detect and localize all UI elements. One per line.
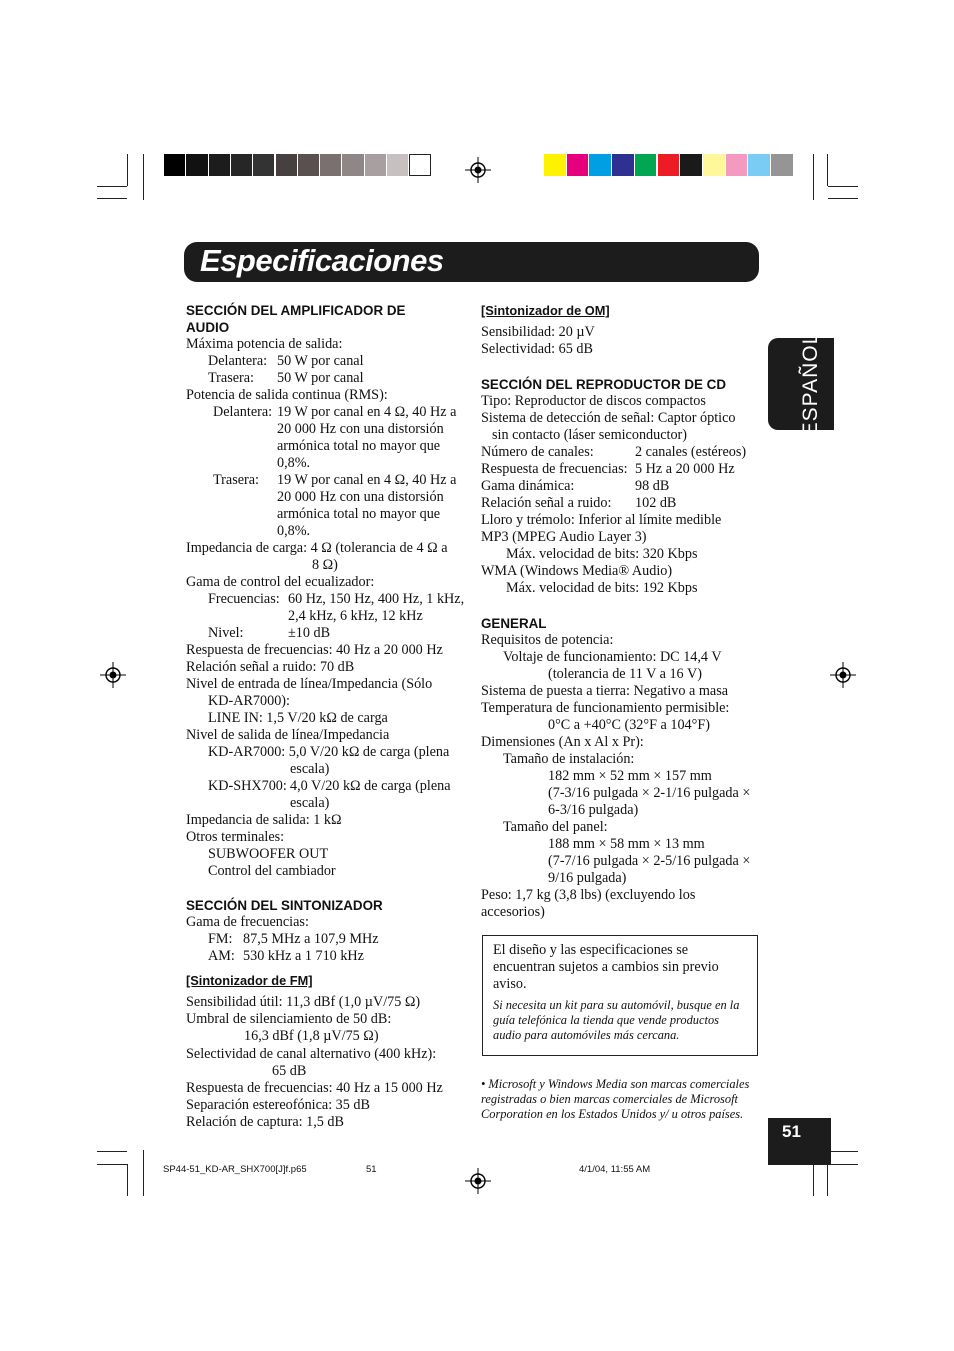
spec-text: Relación de captura: 1,5 dB xyxy=(186,1114,344,1130)
spec-text: Selectividad: 65 dB xyxy=(481,341,593,357)
spec-value: 4,0 V/20 kΩ de carga (plena xyxy=(290,778,451,794)
spec-text: armónica total no mayor que xyxy=(277,438,441,454)
spec-text: KD-AR7000: 5,0 V/20 kΩ de carga (plena xyxy=(208,744,450,760)
spec-text: Gama de frecuencias: xyxy=(186,914,309,930)
spec-text: (7-7/16 pulgada × 2-5/16 pulgada × xyxy=(548,853,751,869)
spec-text: KD-SHX700: xyxy=(208,778,287,794)
spec-value: 50 W por canal xyxy=(277,353,364,369)
footer-date: 4/1/04, 11:55 AM xyxy=(579,1164,651,1175)
footer-page: 51 xyxy=(366,1164,377,1175)
spec-line xyxy=(186,914,471,931)
spec-line xyxy=(186,1063,471,1080)
spec-line xyxy=(481,632,766,649)
registration-mark-icon xyxy=(830,662,856,688)
section-heading: SECCIÓN DEL SINTONIZADOR xyxy=(186,898,383,913)
spec-value: ±10 dB xyxy=(288,625,331,641)
spec-value: 2 canales (estéreos) xyxy=(635,444,747,460)
color-swatch xyxy=(748,154,770,176)
notice-box xyxy=(482,935,758,1056)
spec-text: Trasera: xyxy=(208,370,254,386)
color-swatch xyxy=(320,154,341,176)
spec-text: Otros terminales: xyxy=(186,829,285,845)
spec-line xyxy=(481,904,766,921)
spec-text: Máx. velocidad de bits: 192 Kbps xyxy=(506,580,698,596)
spec-line xyxy=(186,931,471,948)
spec-line xyxy=(481,495,766,512)
spec-line xyxy=(186,727,471,744)
spec-line xyxy=(186,1011,471,1028)
spec-line xyxy=(481,836,766,853)
spec-line xyxy=(481,427,766,444)
spec-line xyxy=(186,863,471,880)
crop-mark xyxy=(828,1151,858,1152)
section-heading: SECCIÓN DEL REPRODUCTOR DE CD xyxy=(481,377,727,392)
spec-line xyxy=(481,649,766,666)
color-swatch xyxy=(703,154,725,176)
spec-line xyxy=(481,700,766,717)
color-swatch xyxy=(253,154,274,176)
spec-text: 20 000 Hz con una distorsión xyxy=(277,489,444,505)
spec-text: Control del cambiador xyxy=(208,863,336,879)
spec-line xyxy=(186,1080,471,1097)
spec-text: Tamaño del panel: xyxy=(503,819,608,835)
crop-mark xyxy=(97,1151,127,1152)
crop-mark xyxy=(143,154,144,200)
spec-text: Delantera: xyxy=(213,404,273,420)
spec-text: armónica total no mayor que xyxy=(277,506,441,522)
spec-text: Tipo: Reproductor de discos compactos xyxy=(481,393,706,409)
spec-line xyxy=(186,591,471,608)
crop-mark xyxy=(127,154,128,186)
spec-text: 2,4 kHz, 6 kHz, 12 kHz xyxy=(288,608,423,624)
crop-mark xyxy=(97,186,127,187)
spec-text: Impedancia de salida: 1 kΩ xyxy=(186,812,342,828)
spec-line xyxy=(186,1097,471,1114)
spec-text: Sistema de detección de señal: Captor óptico xyxy=(481,410,736,426)
notice-italic-text: Si necesita un kit para su automóvil, busque en la guía telefónica la tienda que vende productos audio para automóviles más cercana. xyxy=(493,998,740,1042)
spec-text: Relación señal a ruido: xyxy=(481,495,612,511)
spec-text: Lloro y trémolo: Inferior al límite medible xyxy=(481,512,722,528)
color-swatch xyxy=(589,154,611,176)
color-swatch xyxy=(387,154,408,176)
subsection-heading: [Sintonizador de OM] xyxy=(481,303,610,318)
spec-line xyxy=(481,341,766,358)
color-swatch xyxy=(342,154,363,176)
spec-text: 182 mm × 52 mm × 157 mm xyxy=(548,768,712,784)
spec-text: (7-3/16 pulgada × 2-1/16 pulgada × xyxy=(548,785,751,801)
crop-mark xyxy=(97,198,127,199)
spec-line xyxy=(481,768,766,785)
spec-line xyxy=(481,410,766,427)
color-swatch xyxy=(726,154,748,176)
spec-line xyxy=(481,529,766,546)
spec-text: Máx. velocidad de bits: 320 Kbps xyxy=(506,546,698,562)
crop-mark xyxy=(827,154,828,186)
spec-text: MP3 (MPEG Audio Layer 3) xyxy=(481,529,647,545)
crop-mark xyxy=(828,198,858,199)
spec-line xyxy=(186,1046,471,1063)
spec-text: Voltaje de funcionamiento: DC 14,4 V xyxy=(503,649,722,665)
spec-line xyxy=(481,512,766,529)
spec-line xyxy=(186,710,471,727)
spec-line xyxy=(186,744,471,761)
spacer xyxy=(186,880,471,897)
notice-text: El diseño y las especificaciones se encuentran sujetos a cambios sin previo aviso. xyxy=(493,942,719,992)
spec-text: Respuesta de frecuencias: 40 Hz a 20 000 Hz xyxy=(186,642,443,658)
crop-mark xyxy=(97,1164,127,1165)
spec-value: 50 W por canal xyxy=(277,370,364,386)
color-swatch xyxy=(231,154,252,176)
spec-value: 19 W por canal en 4 Ω, 40 Hz a xyxy=(277,472,457,488)
spec-line xyxy=(186,506,471,523)
spec-text: Sistema de puesta a tierra: Negativo a masa xyxy=(481,683,729,699)
color-swatch xyxy=(680,154,702,176)
spec-text: Frecuencias: xyxy=(208,591,280,607)
spec-line xyxy=(481,751,766,768)
spec-value: 102 dB xyxy=(635,495,677,511)
spec-line xyxy=(186,1028,471,1045)
section-heading: SECCIÓN DEL AMPLIFICADOR DE xyxy=(186,303,406,318)
color-swatch xyxy=(409,154,430,176)
spec-text: Relación señal a ruido: 70 dB xyxy=(186,659,355,675)
spec-text: Respuesta de frecuencias: xyxy=(481,461,628,477)
spec-line xyxy=(186,795,471,812)
left-spec-column xyxy=(186,302,471,1131)
right-spec-column xyxy=(481,302,766,921)
spec-line xyxy=(186,659,471,676)
color-swatch xyxy=(298,154,319,176)
spec-line xyxy=(186,523,471,540)
spec-line xyxy=(481,683,766,700)
spec-value: 19 W por canal en 4 Ω, 40 Hz a xyxy=(277,404,457,420)
trademark-note: • Microsoft y Windows Media son marcas comerciales registradas o bien marcas comerciales de Microsoft Corporation en los Estados Unidos y/ u otros países. xyxy=(481,1077,750,1121)
spec-text: Requisitos de potencia: xyxy=(481,632,614,648)
spec-line xyxy=(186,472,471,489)
registration-mark-icon xyxy=(465,157,491,183)
crop-mark xyxy=(827,1164,828,1196)
spec-line xyxy=(481,717,766,734)
spec-text: Gama de control del ecualizador: xyxy=(186,574,375,590)
section-heading: GENERAL xyxy=(481,616,547,631)
spec-line xyxy=(186,404,471,421)
spec-text: Dimensiones (An x Al x Pr): xyxy=(481,734,644,750)
spec-text: LINE IN: 1,5 V/20 kΩ de carga xyxy=(208,710,388,726)
spec-line xyxy=(186,693,471,710)
spec-text: Nivel de entrada de línea/Impedancia (Sólo xyxy=(186,676,433,692)
color-swatch xyxy=(209,154,230,176)
spec-line xyxy=(481,444,766,461)
spec-text: Sensibilidad: 20 µV xyxy=(481,324,595,340)
footer-filename: SP44-51_KD-AR_SHX700[J]f.p65 xyxy=(163,1164,307,1175)
spec-text: 65 dB xyxy=(272,1063,307,1079)
spec-line xyxy=(481,563,766,580)
spec-text: Sensibilidad útil: 11,3 dBf (1,0 µV/75 Ω) xyxy=(186,994,421,1010)
spec-text: WMA (Windows Media® Audio) xyxy=(481,563,673,579)
spec-line xyxy=(481,478,766,495)
registration-mark-icon xyxy=(465,1168,491,1194)
spec-line xyxy=(186,642,471,659)
spec-line xyxy=(186,574,471,591)
spec-line xyxy=(481,853,766,870)
page-title: Especificaciones xyxy=(200,243,444,278)
spec-text: accesorios) xyxy=(481,904,545,920)
spec-text: 188 mm × 58 mm × 13 mm xyxy=(548,836,705,852)
spec-line xyxy=(186,557,471,574)
spec-line xyxy=(186,336,471,353)
spacer xyxy=(481,358,766,375)
color-swatch xyxy=(186,154,207,176)
spec-text: Nivel: xyxy=(208,625,244,641)
spec-text: escala) xyxy=(290,795,330,811)
spec-line xyxy=(186,1114,471,1131)
spec-line xyxy=(481,393,766,410)
color-swatch xyxy=(612,154,634,176)
spec-text: Nivel de salida de línea/Impedancia xyxy=(186,727,390,743)
spacer xyxy=(481,597,766,614)
spec-text: Umbral de silenciamiento de 50 dB: xyxy=(186,1011,392,1027)
spec-text: Separación estereofónica: 35 dB xyxy=(186,1097,370,1113)
spec-text: FM: xyxy=(208,931,233,947)
spec-line xyxy=(186,676,471,693)
color-swatch xyxy=(276,154,297,176)
spec-value: 87,5 MHz a 107,9 MHz xyxy=(243,931,379,947)
spec-text: 0,8%. xyxy=(277,523,311,539)
crop-mark xyxy=(828,1164,858,1165)
crop-mark xyxy=(828,186,858,187)
spec-value: 98 dB xyxy=(635,478,670,494)
spec-line xyxy=(186,846,471,863)
spec-text: sin contacto (láser semiconductor) xyxy=(492,427,688,443)
spec-line xyxy=(481,785,766,802)
spec-line xyxy=(481,580,766,597)
spec-text: Número de canales: xyxy=(481,444,594,460)
spec-line xyxy=(186,761,471,778)
spec-line xyxy=(481,819,766,836)
spec-value: 60 Hz, 150 Hz, 400 Hz, 1 kHz, xyxy=(288,591,465,607)
spec-text: (tolerancia de 11 V a 16 V) xyxy=(548,666,702,682)
spec-line xyxy=(481,734,766,751)
crop-mark xyxy=(143,1150,144,1196)
registration-mark-icon xyxy=(100,662,126,688)
spec-line xyxy=(186,421,471,438)
spec-text: Selectividad de canal alternativo (400 kHz): xyxy=(186,1046,437,1062)
spec-line xyxy=(186,829,471,846)
spec-text: 0,8%. xyxy=(277,455,311,471)
color-swatch xyxy=(544,154,566,176)
spec-text: AM: xyxy=(208,948,235,964)
color-swatch xyxy=(771,154,793,176)
spec-text: Potencia de salida continua (RMS): xyxy=(186,387,388,403)
color-swatch xyxy=(567,154,589,176)
language-tab-label: ESPAÑOL xyxy=(799,331,822,437)
spec-line xyxy=(186,353,471,370)
spec-line xyxy=(481,461,766,478)
spec-text: SUBWOOFER OUT xyxy=(208,846,329,862)
spec-text: Trasera: xyxy=(213,472,259,488)
spec-text: 20 000 Hz con una distorsión xyxy=(277,421,444,437)
spec-line xyxy=(186,540,471,557)
spec-text: escala) xyxy=(290,761,330,777)
color-swatch xyxy=(365,154,386,176)
spec-text: 8 Ω) xyxy=(312,557,338,573)
crop-mark xyxy=(127,1164,128,1196)
spec-text: 9/16 pulgada) xyxy=(548,870,627,886)
spec-text: 0°C a +40°C (32°F a 104°F) xyxy=(548,717,710,733)
spec-text: Respuesta de frecuencias: 40 Hz a 15 000 Hz xyxy=(186,1080,443,1096)
spec-line xyxy=(481,666,766,683)
color-swatch xyxy=(635,154,657,176)
spec-line xyxy=(481,887,766,904)
spec-line xyxy=(186,608,471,625)
spec-line xyxy=(186,455,471,472)
spec-line xyxy=(186,812,471,829)
spec-line xyxy=(186,387,471,404)
spec-line xyxy=(186,778,471,795)
spec-text: Máxima potencia de salida: xyxy=(186,336,343,352)
spec-line xyxy=(481,324,766,341)
spec-text: KD-AR7000): xyxy=(208,693,290,709)
spec-text: 16,3 dBf (1,8 µV/75 Ω) xyxy=(244,1028,379,1044)
spec-line xyxy=(481,802,766,819)
spec-text: 6-3/16 pulgada) xyxy=(548,802,639,818)
color-swatch xyxy=(164,154,185,176)
spec-line xyxy=(481,870,766,887)
spec-line xyxy=(186,489,471,506)
spec-value: 5 Hz a 20 000 Hz xyxy=(635,461,735,477)
spec-line xyxy=(186,370,471,387)
spec-text: Delantera: xyxy=(208,353,268,369)
spec-line xyxy=(186,994,471,1011)
spec-text: Temperatura de funcionamiento permisible: xyxy=(481,700,730,716)
spec-line xyxy=(186,438,471,455)
section-heading: AUDIO xyxy=(186,320,230,335)
spec-text: Peso: 1,7 kg (3,8 lbs) (excluyendo los xyxy=(481,887,696,903)
color-swatch xyxy=(658,154,680,176)
spec-text: Gama dinámica: xyxy=(481,478,575,494)
spec-line xyxy=(186,948,471,965)
subsection-heading: [Sintonizador de FM] xyxy=(186,973,313,988)
spec-text: Impedancia de carga: 4 Ω (tolerancia de 4 Ω a xyxy=(186,540,448,556)
spec-line xyxy=(481,546,766,563)
spec-text: Tamaño de instalación: xyxy=(503,751,635,767)
spec-line xyxy=(186,625,471,642)
spec-value: 530 kHz a 1 710 kHz xyxy=(243,948,364,964)
crop-mark xyxy=(813,154,814,200)
page-number: 51 xyxy=(768,1118,831,1165)
